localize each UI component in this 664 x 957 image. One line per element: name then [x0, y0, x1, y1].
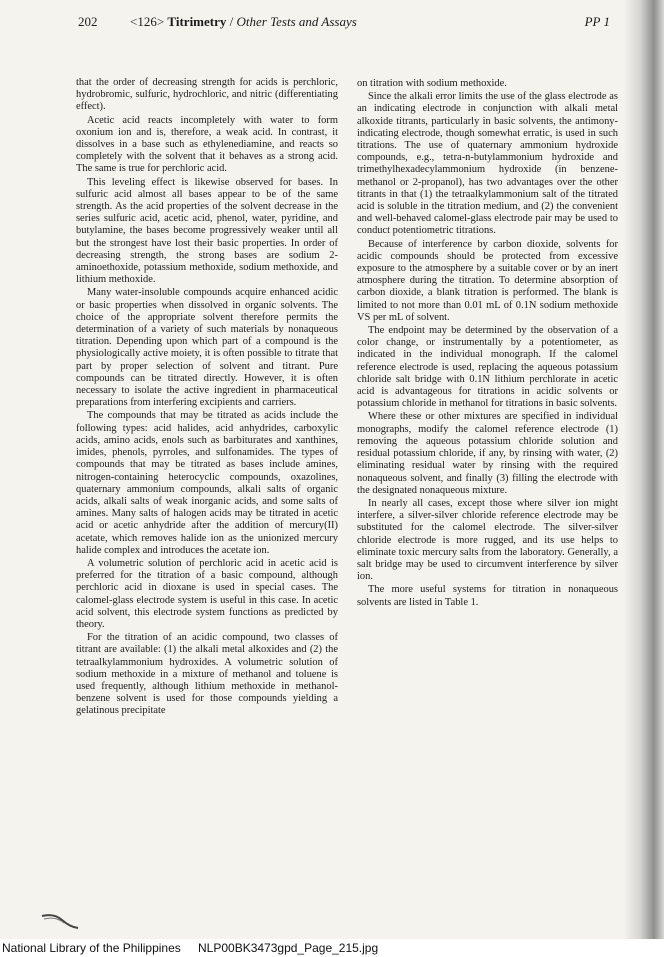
paragraph: For the titration of an acidic compound, two classes of titrant are available: (1) the alkali metal alkoxides and (2) the tetraalkylammonium hydroxides. A volumetric solution of sodium methoxide in a mixture of methanol and toluene is used frequently, although lithium methoxide in methanol-benzene solvent is used for those compounds yielding a gelatinous precipitate [76, 632, 338, 717]
running-header [78, 14, 608, 34]
paragraph: on titration with sodium methoxide. [357, 78, 507, 89]
right-column [357, 78, 618, 610]
library-stamp-mark [40, 912, 80, 930]
paragraph: Since the alkali error limits the use of the glass electrode as an indicating electrode in conjunction with alkali metal alkoxide titrants, particularly in basic solvents, the antimony-indicating electrode, though somewhat erratic, is used in such titrations. The use of quaternary ammonium hydroxide compounds, e.g., tetra-n-butylammonium hydroxide and trimethylhexadecylammonium hydroxide (in benzene-methanol or 2-propanol), has two advantages over the other titrants in that (1) the tetraalkylammonium salt of the titrated acid is soluble in the titration medium, and (2) the convenient and well-behaved calomel-glass electrode pair may be used to conduct potentiometric titrations. [357, 91, 618, 237]
paragraph: Where these or other mixtures are specified in individual monographs, modify the calomel reference electrode (1) removing the aqueous potassium chloride solution and residual potassium chloride, if any, by rinsing with water, (2) eliminating residual water by rinsing with the required nonaqueous solvent, and finally (3) filling the electrode with the designated nonaqueous mixture. [357, 411, 618, 496]
paragraph: Because of interference by carbon dioxide, solvents for acidic compounds should be protected from excessive exposure to the atmosphere by a suitable cover or by an inert atmosphere during the titration. To determine absorption of carbon dioxide, a blank titration is performed. The blank is limited to not more than 0.01 mL of 0.1N sodium methoxide VS per mL of solvent. [357, 238, 618, 323]
chapter-number: <126> [130, 14, 165, 29]
page-number: 202 [78, 14, 98, 29]
scan-filename: NLP00BK3473gpd_Page_215.jpg [198, 941, 379, 955]
paragraph: In nearly all cases, except those where silver ion might interfere, a silver-silver chloride reference electrode may be substituted for the calomel electrode. The silver-silver chloride electrode is more rugged, and its use helps to eliminate toxic mercury salts from the laboratory. Generally, a salt bridge may be used to circumvent interference by silver ion. [357, 497, 618, 583]
paragraph: The endpoint may be determined by the observation of a color change, or instrumentally by a potentiometer, as indicated in the individual monograph. If the calomel reference electrode is used, replacing the aqueous potassium chloride salt bridge with 0.1N lithium perchlorate in acetic acid is advantageous for titrations in acidic solvents or potassium chloride in methanol for titrations in basic solvents. [357, 325, 618, 410]
page-edge-shadow [624, 0, 664, 940]
scan-footer [0, 939, 664, 957]
left-column [76, 77, 338, 719]
paragraph: The more useful systems for titration in nonaqueous solvents are listed in Table 1. [357, 584, 618, 608]
pp-mark: PP 1 [584, 14, 610, 29]
paragraph: that the order of decreasing strength for acids is perchloric, hydrobromic, sulfuric, hydrochloric, and nitric (differentiating effect). [76, 77, 338, 113]
paragraph: Many water-insoluble compounds acquire enhanced acidic or basic properties when dissolved in organic solvents. The choice of the appropriate solvent therefore permits the determination of a variety of such materials by nonaqueous titration. Depending upon which part of a compound is the physiologically active moiety, it is often possible to titrate that part by proper selection of solvent and titrant. Pure compounds can be titrated directly. However, it is often necessary to isolate the active ingredient in pharmaceutical preparations from interfering excipients and carriers. [76, 287, 338, 409]
library-name: National Library of the Philippines [2, 941, 181, 955]
title-separator: / [226, 14, 237, 29]
paragraph: The compounds that may be titrated as acids include the following types: acid halides, acid anhydrides, carboxylic acids, amino acids, enols such as barbiturates and xanthines, imides, phenols, pyrroles, and sulfonamides. The types of compounds that may be titrated as bases include amines, nitrogen-containing heterocyclic compounds, oxazolines, quaternary ammonium compounds, alkali salts of organic acids, alkali salts of weak inorganic acids, and some salts of amines. Many salts of halogen acids may be titrated in acetic acid or acetic anhydride after the addition of mercury(II) acetate, which removes halide ion as the unionized mercury halide complex and introduces the acetate ion. [76, 410, 338, 556]
section-title: Other Tests and Assays [236, 14, 357, 29]
chapter-title: Titrimetry [167, 14, 227, 29]
paragraph: Acetic acid reacts incompletely with water to form oxonium ion and is, therefore, a weak acid. In contrast, it dissolves in a base such as ethylenediamine, and reacts so completely with the solvent that it behaves as a strong acid. The same is true for perchloric acid. [76, 114, 338, 175]
paragraph: This leveling effect is likewise observed for bases. In sulfuric acid almost all bases appear to be of the same strength. As the acid properties of the solvent decrease in the series sulfuric acid, acetic acid, phenol, water, pyridine, and butylamine, the bases become progressively weaker until all but the strongest have lost their basic properties. In order of decreasing strength, the strong bases are sodium 2-aminoethoxide, potassium methoxide, sodium methoxide, and lithium methoxide. [76, 176, 338, 286]
paragraph: A volumetric solution of perchloric acid in acetic acid is preferred for the titration of a basic compound, although perchloric acid in dioxane is used in special cases. The calomel-glass electrode system is useful in this case. In acetic acid solvent, this electrode system functions as predicted by theory. [76, 557, 338, 630]
running-title [130, 14, 357, 30]
